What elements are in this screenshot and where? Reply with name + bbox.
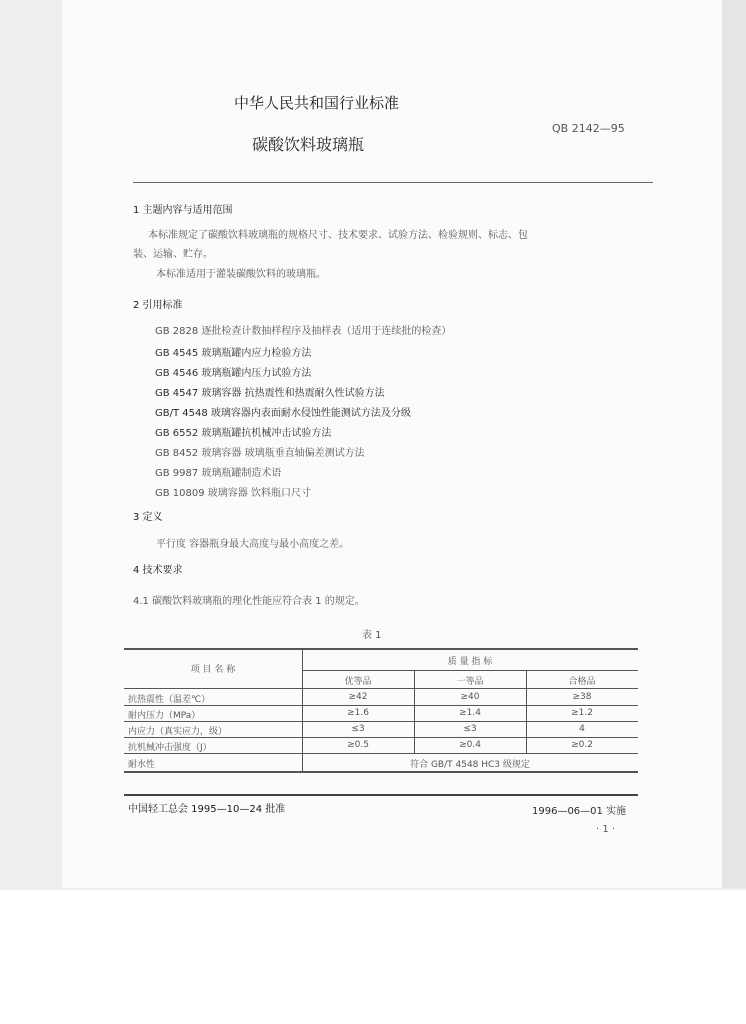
section-1-paragraph-2: 本标准适用于灌装碳酸饮料的玻璃瓶。 [156, 269, 326, 280]
doc-title: 碳酸饮料玻璃瓶 [252, 135, 365, 154]
section-4-heading: 4 技术要求 [133, 565, 183, 576]
definition-text: 平行度 容器瓶身最大高度与最小高度之差。 [156, 539, 350, 550]
header-divider [133, 182, 653, 183]
table-rule [302, 670, 638, 671]
table-subheader: 优等品 [344, 677, 372, 687]
table-border-top [124, 648, 638, 650]
section-1-paragraph-line: 本标准规定了碳酸饮料玻璃瓶的规格尺寸、技术要求、试验方法、检验规则、标志、包 [148, 230, 528, 241]
table-subheader: 一等品 [456, 677, 484, 687]
table-cell: ≥40 [460, 692, 480, 702]
table-rule [124, 721, 638, 722]
reference-item: GB 2828 逐批检查计数抽样程序及抽样表（适用于连续批的检查） [155, 326, 452, 337]
clause-4-1: 4.1 碳酸饮料玻璃瓶的理化性能应符合表 1 的规定。 [133, 596, 365, 607]
table-cell: ≥38 [572, 692, 592, 702]
table-cell: ≤3 [351, 724, 365, 734]
table-cell: ≥0.4 [459, 740, 481, 750]
table-row-name: 耐内压力（MPa） [128, 711, 201, 721]
table-rule [124, 753, 638, 754]
reference-item: GB 9987 玻璃瓶罐制造术语 [155, 468, 282, 479]
table-cell: ≥0.5 [347, 740, 369, 750]
table-cell-merged: 符合 GB/T 4548 HC3 级规定 [410, 760, 530, 770]
table-cell: ≥1.6 [347, 708, 369, 718]
reference-item: GB 6552 玻璃瓶罐抗机械冲击试验方法 [155, 428, 332, 439]
reference-item: GB 4547 玻璃容器 抗热震性和热震耐久性试验方法 [155, 388, 385, 399]
table-rule [124, 737, 638, 738]
section-1-paragraph-line: 装、运输、贮存。 [133, 249, 213, 260]
approval-note: 中国轻工总会 1995—10—24 批准 [128, 804, 286, 815]
page-edge [722, 0, 746, 888]
table-cell: ≥42 [348, 692, 368, 702]
table-rule [124, 688, 638, 689]
reference-item: GB 8452 玻璃容器 玻璃瓶垂直轴偏差测试方法 [155, 448, 365, 459]
table-cell: 4 [579, 724, 585, 734]
table-header-group: 质 量 指 标 [447, 657, 493, 667]
table-row-name: 内应力（真实应力，级） [128, 727, 228, 737]
implementation-note: 1996—06—01 实施 [532, 806, 627, 817]
table-cell: ≤3 [463, 724, 477, 734]
table-cell: ≥1.4 [459, 708, 481, 718]
table-cell: ≥1.2 [571, 708, 593, 718]
org-title: 中华人民共和国行业标准 [234, 94, 400, 112]
table-row-name: 抗机械冲击强度（J） [128, 743, 212, 753]
section-2-heading: 2 引用标准 [133, 300, 183, 311]
standard-code: QB 2142—95 [552, 122, 625, 135]
table-rule [124, 705, 638, 706]
table-caption: 表 1 [362, 630, 382, 641]
table-border-bottom [124, 771, 638, 773]
reference-item: GB 4545 玻璃瓶罐内应力检验方法 [155, 348, 312, 359]
section-1-heading: 1 主题内容与适用范围 [133, 205, 233, 216]
table-row-name: 耐水性 [128, 760, 156, 770]
section-3-heading: 3 定义 [133, 512, 163, 523]
page-number: · 1 · [596, 824, 616, 835]
table-row-name: 抗热震性（温差℃） [128, 695, 211, 705]
table-subheader: 合格品 [568, 677, 596, 687]
reference-item: GB 10809 玻璃容器 饮料瓶口尺寸 [155, 488, 311, 499]
table-cell: ≥0.2 [571, 740, 593, 750]
table-header-item: 项 目 名 称 [190, 665, 236, 675]
reference-item: GB 4546 玻璃瓶罐内压力试验方法 [155, 368, 312, 379]
reference-item: GB/T 4548 玻璃容器内表面耐水侵蚀性能测试方法及分级 [155, 408, 411, 419]
footer-divider [124, 794, 638, 796]
